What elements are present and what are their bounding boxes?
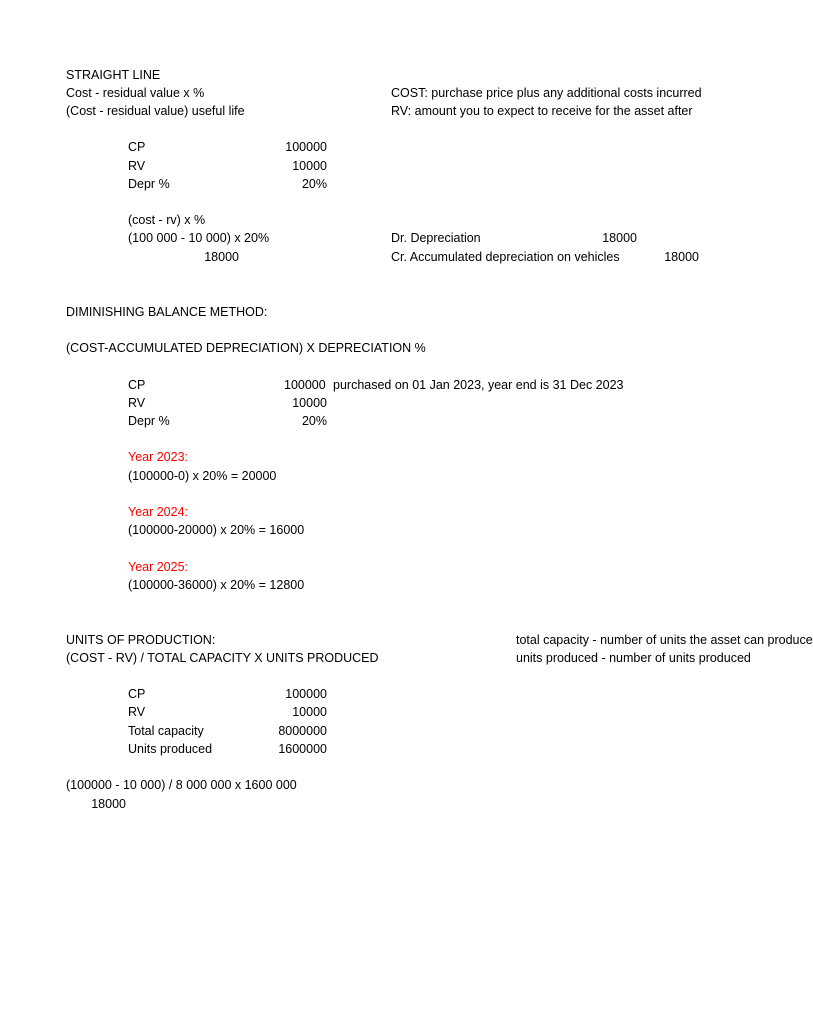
db-year-2024-calc: (100000-20000) x 20% = 16000 [128, 523, 305, 537]
up-input-label-capacity: Total capacity [128, 724, 204, 738]
diminishing-formula: (COST-ACCUMULATED DEPRECIATION) X DEPRECIATION % [66, 341, 426, 355]
db-purchase-note: purchased on 01 Jan 2023, year end is 31 Dec 2023 [333, 378, 624, 392]
sl-input-value-depr: 20% [301, 177, 327, 191]
db-input-value-depr: 20% [301, 414, 327, 428]
up-calc-result: 18000 [91, 797, 126, 811]
up-input-label-cp: CP [128, 687, 146, 701]
sl-calc-result: 18000 [204, 250, 239, 264]
rv-definition-note: RV: amount you to expect to receive for the asset after [391, 104, 693, 118]
units-capacity-note: total capacity - number of units the asset can produce [516, 633, 813, 647]
journal-debit-account: Dr. Depreciation [391, 231, 481, 245]
db-input-value-rv: 10000 [292, 396, 327, 410]
sl-input-value-cp: 100000 [285, 140, 327, 154]
up-calc-applied: (100000 - 10 000) / 8 000 000 x 1600 000 [66, 778, 297, 792]
units-produced-note: units produced - number of units produced [516, 651, 751, 665]
cost-definition-note: COST: purchase price plus any additional costs incurred [391, 86, 702, 100]
diminishing-heading: DIMINISHING BALANCE METHOD: [66, 305, 268, 319]
up-input-value-cp: 100000 [285, 687, 327, 701]
db-year-2023-calc: (100000-0) x 20% = 20000 [128, 469, 277, 483]
db-input-label-depr: Depr % [128, 414, 170, 428]
db-year-2025-label: Year 2025: [128, 560, 189, 574]
db-year-2024-label: Year 2024: [128, 505, 189, 519]
sl-input-label-rv: RV [128, 159, 146, 173]
db-input-label-cp: CP [128, 378, 146, 392]
journal-credit-amount: 18000 [664, 250, 699, 264]
sl-calc-applied: (100 000 - 10 000) x 20% [128, 231, 270, 245]
sl-input-label-cp: CP [128, 140, 146, 154]
straight-line-heading: STRAIGHT LINE [66, 68, 161, 82]
up-input-value-rv: 10000 [292, 705, 327, 719]
db-input-value-cp: 100000 [284, 378, 326, 392]
db-year-2023-label: Year 2023: [128, 450, 189, 464]
up-input-label-rv: RV [128, 705, 146, 719]
db-input-label-rv: RV [128, 396, 146, 410]
journal-debit-amount: 18000 [602, 231, 637, 245]
journal-credit-account: Cr. Accumulated depreciation on vehicles [391, 250, 620, 264]
straight-line-formula-1: Cost - residual value x % [66, 86, 205, 100]
sl-input-label-depr: Depr % [128, 177, 170, 191]
straight-line-formula-2: (Cost - residual value) useful life [66, 104, 245, 118]
up-input-label-units: Units produced [128, 742, 213, 756]
units-formula: (COST - RV) / TOTAL CAPACITY X UNITS PRODUCED [66, 651, 379, 665]
up-input-value-units: 1600000 [278, 742, 327, 756]
sl-calc-formula: (cost - rv) x % [128, 213, 206, 227]
up-input-value-capacity: 8000000 [278, 724, 327, 738]
sl-input-value-rv: 10000 [292, 159, 327, 173]
units-heading: UNITS OF PRODUCTION: [66, 633, 216, 647]
db-year-2025-calc: (100000-36000) x 20% = 12800 [128, 578, 305, 592]
